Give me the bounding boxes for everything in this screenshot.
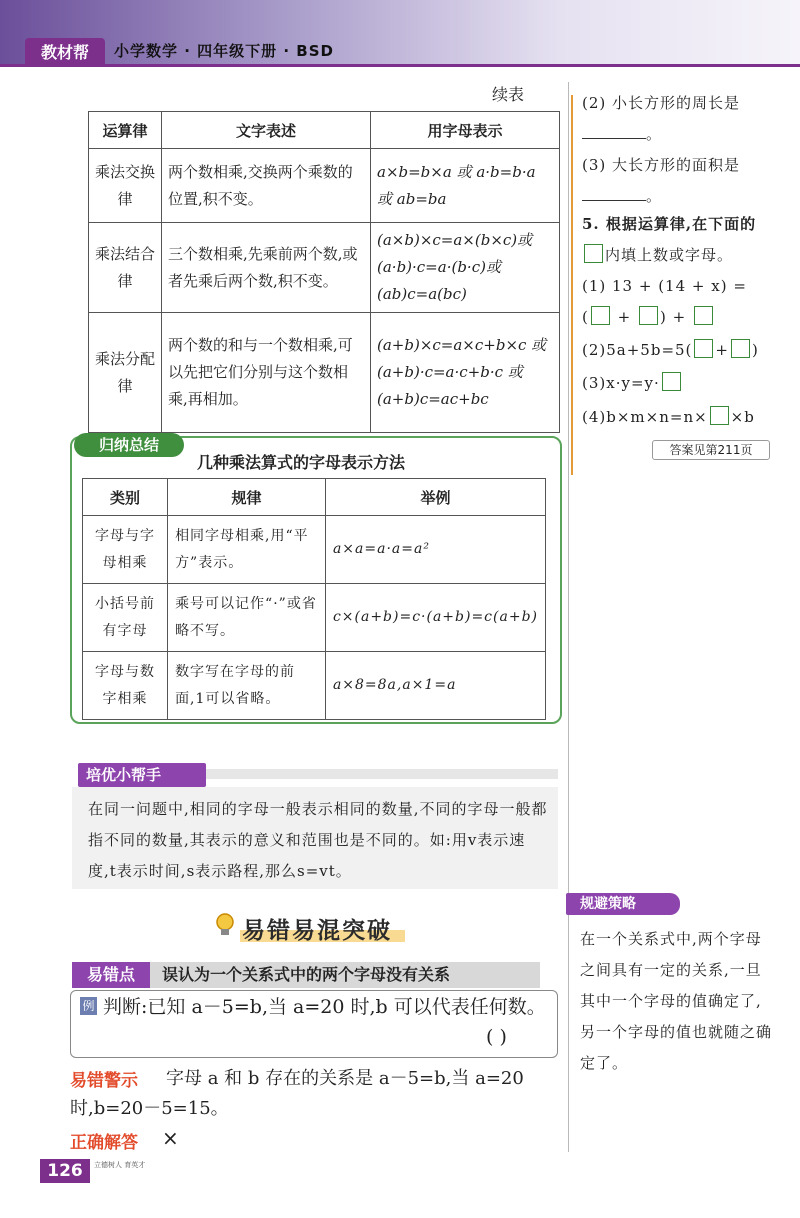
table-row — [83, 652, 546, 720]
tips-badge: 规避策略 — [566, 893, 680, 915]
category-name: 字母与数字相乘 — [83, 652, 168, 720]
answer-box[interactable] — [694, 306, 713, 325]
table-header-cell: 用字母表示 — [371, 112, 560, 149]
law-text: 两个数相乘,交换两个乘数的位置,积不变。 — [162, 149, 371, 223]
law-text: 三个数相乘,先乘前两个数,或者先乘后两个数,积不变。 — [162, 223, 371, 313]
section-title: 易错易混突破 — [242, 918, 392, 944]
question-5-4-text: (4)b×m×n=n× — [582, 408, 708, 426]
question-5-title-text: 内填上数或字母。 — [605, 246, 734, 264]
summary-table — [82, 478, 546, 720]
error-point-heading: 误认为一个关系式中的两个字母没有关系 — [150, 962, 540, 988]
category-name: 小括号前有字母 — [83, 584, 168, 652]
helper-text: 在同一问题中,相同的字母一般表示相同的数量,不同的字母一般都指不同的数量,其表示的意义和范围也是不同的。如:用v表示速度,t表示时间,s表示路程,那么s=vt。 — [88, 800, 548, 880]
question-2-text: (2) 小长方形的周长是 — [582, 94, 741, 112]
summary-title: 几种乘法算式的字母表示方法 — [197, 453, 406, 472]
law-name: 乘法分配律 — [89, 313, 162, 433]
answer-box[interactable] — [584, 244, 603, 263]
category-rule: 乘号可以记作“·”或省略不写。 — [168, 584, 326, 652]
question-5-1: (1) 13 + (14 + x) = — [582, 277, 747, 295]
warning-label: 易错警示 — [70, 1071, 138, 1091]
answer-box[interactable] — [710, 406, 729, 425]
question-3-text: (3) 大长方形的面积是 — [582, 156, 741, 174]
page-footer-text: 立德树人 育英才 — [94, 1161, 146, 1169]
question-5-1-answer: ( + ) + — [582, 302, 778, 333]
question-3: (3) 大长方形的面积是。 — [582, 156, 741, 205]
table-header-cell: 规律 — [168, 479, 326, 516]
table-header-cell: 运算律 — [89, 112, 162, 149]
table-row — [89, 313, 560, 433]
table-header-row — [83, 479, 546, 516]
column-accent — [571, 95, 576, 475]
table-row — [83, 584, 546, 652]
answer-box[interactable] — [639, 306, 658, 325]
category-rule: 数字写在字母的前面,1可以省略。 — [168, 652, 326, 720]
table-header-row — [89, 112, 560, 149]
category-name: 字母与字母相乘 — [83, 516, 168, 584]
category-example: a×a=a·a=a² — [325, 516, 545, 584]
question-2: (2) 小长方形的周长是。 — [582, 94, 741, 143]
book-title: 小学数学 · 四年级下册 · BSD — [114, 42, 334, 60]
answer-blank — [582, 124, 646, 139]
answer-label: 正确解答 — [70, 1133, 138, 1153]
table-header-cell: 类别 — [83, 479, 168, 516]
column-divider — [568, 82, 569, 1152]
law-formula: (a+b)×c=a×c+b×c 或(a+b)·c=a·c+b·c 或(a+b)c=ac+bc — [371, 313, 560, 433]
table-header-cell: 举例 — [325, 479, 545, 516]
question-5-2-text: (2)5a+5b=5( — [582, 341, 693, 359]
answer-paren: ( ) — [486, 1026, 507, 1048]
category-rule: 相同字母相乘,用“平方”表示。 — [168, 516, 326, 584]
answer-box[interactable] — [694, 339, 713, 358]
brand-label: 教材帮 — [40, 43, 89, 62]
page-number: 126 — [40, 1159, 90, 1183]
question-5-2: (2)5a+5b=5( + ) — [582, 341, 759, 359]
law-formula: a×b=b×a 或 a·b=b·a 或 ab=ba — [371, 149, 560, 223]
table-header-cell: 文字表述 — [162, 112, 371, 149]
answer-box[interactable] — [662, 372, 681, 391]
question-5-title-line2 — [582, 240, 778, 271]
warning-text-line1: 字母 a 和 b 存在的关系是 a－5=b,当 a=20 — [166, 1068, 524, 1089]
law-name: 乘法交换律 — [89, 149, 162, 223]
table-row — [83, 516, 546, 584]
category-example: a×8=8a,a×1=a — [325, 652, 545, 720]
question-5-3 — [582, 368, 778, 399]
question-5-3-text: (3)x·y=y· — [582, 374, 660, 392]
answer-mark: × — [162, 1126, 179, 1150]
answer-reference: 答案见第211页 — [652, 440, 770, 460]
answer-blank — [582, 186, 646, 201]
law-text: 两个数的和与一个数相乘,可以先把它们分别与这个数相乘,再相加。 — [162, 313, 371, 433]
helper-badge: 培优小帮手 — [78, 763, 206, 787]
law-name: 乘法结合律 — [89, 223, 162, 313]
answer-box[interactable] — [591, 306, 610, 325]
table-row — [89, 149, 560, 223]
question-5-title: 5. 根据运算律,在下面的 — [582, 215, 757, 233]
category-example: c×(a+b)=c·(a+b)=c(a+b) — [325, 584, 545, 652]
example-text: 判断:已知 a－5=b,当 a=20 时,b 可以代表任何数。 — [103, 996, 546, 1018]
helper-band — [198, 769, 558, 779]
law-table — [88, 111, 560, 433]
tips-text: 在一个关系式中,两个字母之间具有一定的关系,一旦其中一个字母的值确定了,另一个字母的值也就随之确定了。 — [580, 930, 773, 1072]
continued-label: 续表 — [492, 85, 525, 104]
law-formula: (a×b)×c=a×(b×c)或(a·b)·c=a·(b·c)或(ab)c=a(bc) — [371, 223, 560, 313]
summary-badge: 归纳总结 — [74, 433, 184, 457]
table-row — [89, 223, 560, 313]
header-rule — [0, 64, 800, 67]
lightbulb-icon — [214, 912, 236, 938]
question-5-4 — [582, 402, 782, 433]
answer-box[interactable] — [731, 339, 750, 358]
error-point-tag: 易错点 — [72, 962, 150, 988]
example-icon: 例 — [80, 997, 97, 1015]
question-5-4-tail: ×b — [730, 408, 755, 426]
warning-text-line2: 时,b=20－5=15。 — [70, 1098, 229, 1119]
